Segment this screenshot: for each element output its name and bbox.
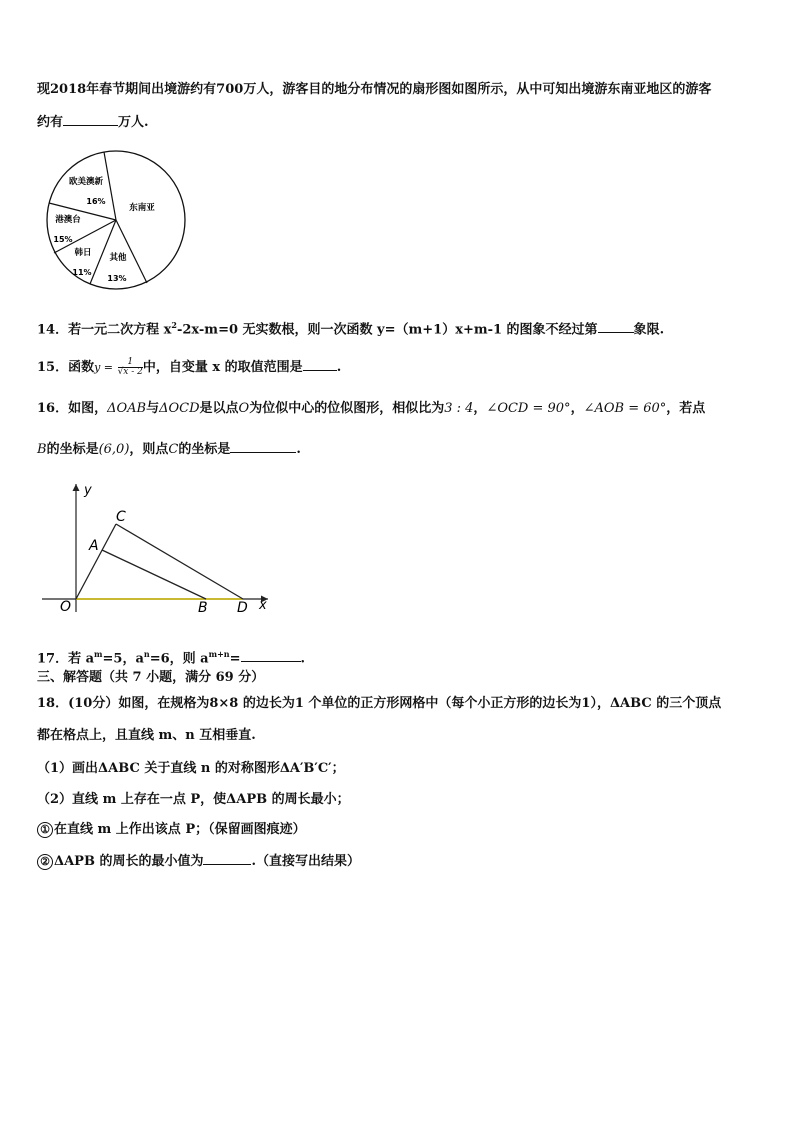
slice-label-gangaotai: 港澳台 (55, 215, 81, 225)
slice-label-dongnanya: 东南亚 (129, 203, 155, 213)
q17 (37, 644, 305, 669)
q18-p4-pre: ΔAPB 的周长的最小值为 (54, 854, 204, 869)
geometry-figure (38, 478, 278, 618)
q13-line2 (37, 113, 149, 133)
label-D: D (237, 600, 248, 616)
slice-pct-qita: 13% (107, 274, 127, 283)
q16-pre: 16．如图， (37, 401, 108, 416)
q16-mid: 是以点 (199, 401, 239, 416)
q15-blank (303, 358, 337, 371)
q16-and: 与 (146, 401, 160, 416)
q18-part1: （1）画出ΔABC 关于直线 n 的对称图形ΔA′B′C′； (37, 761, 345, 776)
q16-post: 的坐标是 (178, 442, 231, 457)
q14-pre: 14．若一元二次方程 x (37, 322, 172, 338)
q18-p3: 在直线 m 上作出该点 P；（保留画图痕迹） (54, 822, 306, 837)
q17-mid3: = (229, 651, 241, 667)
q13-post: 万人. (118, 115, 149, 130)
q17-mid1: =5，a (102, 651, 144, 667)
q14-blank (598, 320, 634, 333)
q16-comma1: ， (473, 401, 487, 416)
label-x: x (259, 598, 267, 613)
pie-chart (44, 148, 189, 293)
q16-ratio: 3 : 4 (444, 401, 474, 416)
q16-blank (230, 440, 296, 453)
q16-line1 (37, 399, 705, 419)
label-A: A (89, 538, 99, 554)
slice-pct-oumei: 16% (86, 197, 106, 206)
q13-blank (63, 113, 118, 126)
q16-tail2: . (296, 442, 301, 457)
q16-c: C (168, 442, 179, 457)
q18-part2-1 (37, 820, 306, 840)
q18-line1: 18．(10分）如图，在规格为8×8 的边长为1 个单位的正方形网格中（每个小正方形的边长为1），ΔABC 的三个顶点 (37, 696, 722, 711)
q15-fraction (118, 358, 143, 377)
q16-mid2: 为位似中心的位似图形，相似比为 (249, 401, 445, 416)
q16-tri1: ΔOAB (107, 401, 147, 416)
q15-pre: 15．函数 (37, 360, 95, 375)
q15-num: 1 (127, 357, 134, 367)
q17-sup3: m+n (208, 649, 230, 659)
q16-o: O (238, 401, 250, 416)
q17-tail: . (300, 651, 306, 667)
circled-two: ② (37, 854, 53, 870)
q15 (37, 358, 341, 378)
q17-mid2: =6，则 a (149, 651, 209, 667)
q17-sup1: m (94, 649, 103, 659)
q16-coord: (6,0) (98, 442, 130, 457)
circled-one: ① (37, 822, 53, 838)
slice-label-oumei: 欧美澳新 (68, 177, 104, 187)
q14-sup: 2 (171, 320, 177, 330)
q14-tail: 象限. (633, 322, 665, 338)
q16-tri2: ΔOCD (159, 401, 200, 416)
section3-heading: 三、解答题（共 7 小题，满分 69 分） (37, 670, 265, 685)
q13-line1: 现2018年春节期间出境游约有700万人，游客目的地分布情况的扇形图如图所示，从中可知出境游东南亚地区的游客 (37, 82, 712, 97)
q15-den: √x - 2 (117, 367, 143, 377)
q16-mid3: 的坐标是 (46, 442, 99, 457)
q15-y: y = (94, 361, 114, 374)
q18-p4-post: .（直接写出结果） (251, 854, 360, 869)
segment-OC (76, 524, 116, 599)
q14-post: -2x-m=0 无实数根，则一次函数 y=（m+1）x+m-1 的图象不经过第 (176, 322, 598, 338)
q17-blank (241, 649, 301, 662)
q16-angle1: ∠OCD = 90° (486, 401, 571, 416)
slice-pct-hanri: 11% (72, 268, 92, 277)
q18-blank (203, 852, 251, 865)
q16-comma2: ， (570, 401, 584, 416)
label-C: C (116, 509, 126, 525)
q18-part2: （2）直线 m 上存在一点 P，使ΔAPB 的周长最小； (37, 792, 350, 807)
q18-part2-2 (37, 852, 360, 872)
label-O: O (60, 599, 72, 615)
q17-pre: 17．若 a (37, 651, 95, 667)
q17-sup2: n (143, 649, 150, 659)
label-B: B (198, 600, 208, 616)
label-y: y (84, 483, 92, 498)
q18-line2: 都在格点上，且直线 m、n 互相垂直. (37, 728, 256, 743)
q16-tail1: ，若点 (666, 401, 706, 416)
q15-post: 中，自变量 x 的取值范围是 (142, 360, 303, 375)
slice-label-qita: 其他 (109, 253, 127, 263)
segment-CD (116, 524, 243, 599)
slice-label-hanri: 韩日 (74, 248, 92, 258)
slice-pct-gangaotai: 15% (53, 235, 73, 244)
q16-angle2: ∠AOB = 60° (583, 401, 667, 416)
q15-tail: . (336, 360, 342, 375)
q13-pre: 约有 (37, 115, 64, 130)
segment-AB (102, 550, 206, 599)
q16-b: B (37, 442, 47, 457)
q16-mid4: ，则点 (129, 442, 169, 457)
q16-line2 (37, 440, 301, 460)
q14 (37, 315, 664, 340)
